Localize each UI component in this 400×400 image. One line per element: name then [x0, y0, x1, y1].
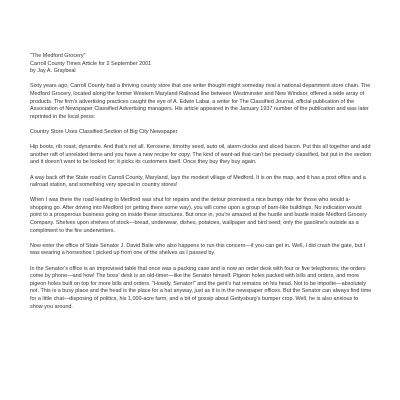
- document-page: [30, 53, 372, 319]
- article-header: [30, 53, 372, 76]
- article-title: "The Medford Grocery": [30, 53, 86, 59]
- article-byline: by Jay A. Graybeal: [30, 68, 76, 75]
- intro-paragraph: Sixty years ago, Carroll County had a thriving county store that one writer thought might someday rival a national department store chain. The Medford Grocery, located along the former Western Maryland Railroad line between Westminster and New Windsor, offered a wide array of products. The firm's advertising practices caught the eye of A. Edwin Labai, a writer for The Classified Journal, official publication of the Association of Newspaper Classified Advertising managers. His article appeared in the January 1937 number of the publication and was later reprinted in the local press:: [30, 83, 371, 120]
- body-paragraph: When I was there the road leading to Medford was shut for repairs and the detour promised a nice bumpy ride for those who would a-shopping go. After driving into Medford (or getting there some way), you will come upon a group of barn-like buildings. No indication would point to a prosperous business going on inside these structures. But once in, you're amazed at the hustle and bustle inside Medford Grocery Company. Shelves upon shelves of stock—bread, underwear, dishes, potatoes, wallpaper and bird seed; only the gasoline's outside as a compliment to the fire underwriters.: [30, 197, 367, 234]
- body-paragraph: Hip boots, rib roast, dynamite. And that's not all. Kerosene, timothy seed, auto oil, alarm clocks and sliced bacon. Put this all together and add another raft of unrelated items and you have a new recipe for copy. The kind of want-ad that can't be precisely classified, but put in the section and it doesn't want to be looked for; it picks its customers itself. Once they buy they buy again.: [30, 144, 372, 166]
- body-paragraph: Now enter the office of State Senator J. David Baile who also happens to run this concern—if you can get in. Well, I did crash the gate, but I was wearing a horseshoe I picked up from one of the shelves as I passed by.: [30, 242, 366, 257]
- article-source-line: Carroll County Times Article for 2 September 2001: [30, 60, 152, 67]
- body-paragraph: A way back off the State road in Carroll County, Maryland, lays the modest village of Medford. It is on the map, and it has a post office and a railroad station, and something very special in country stores!: [30, 174, 366, 189]
- section-heading: Country Store Uses Classified Section of Big City Newspaper: [30, 128, 178, 135]
- body-paragraph: In the Senator's office is an improvised table that once was a packing case and is now an order desk with four or five telephones; the orders come by phone—and how! The boss' desk is an old-timer—like the Senator himself. Pigeon holes packed with bills and orders, and more pigeon holes built on top for more bills and orders. "Howdy, Senator!" and the gent's hat remains on his head. Not to be impolite—absolutely not. This is a busy place and the head is the place for a hat anyway, just as it is in the newspaper offices. But the Senator can always find time for a little chat—disposing of politics, his 1,000-acre farm, and a bit of gossip about Gettysburg's bumper crop. Well, he is also anxious to show you around.: [30, 265, 372, 310]
